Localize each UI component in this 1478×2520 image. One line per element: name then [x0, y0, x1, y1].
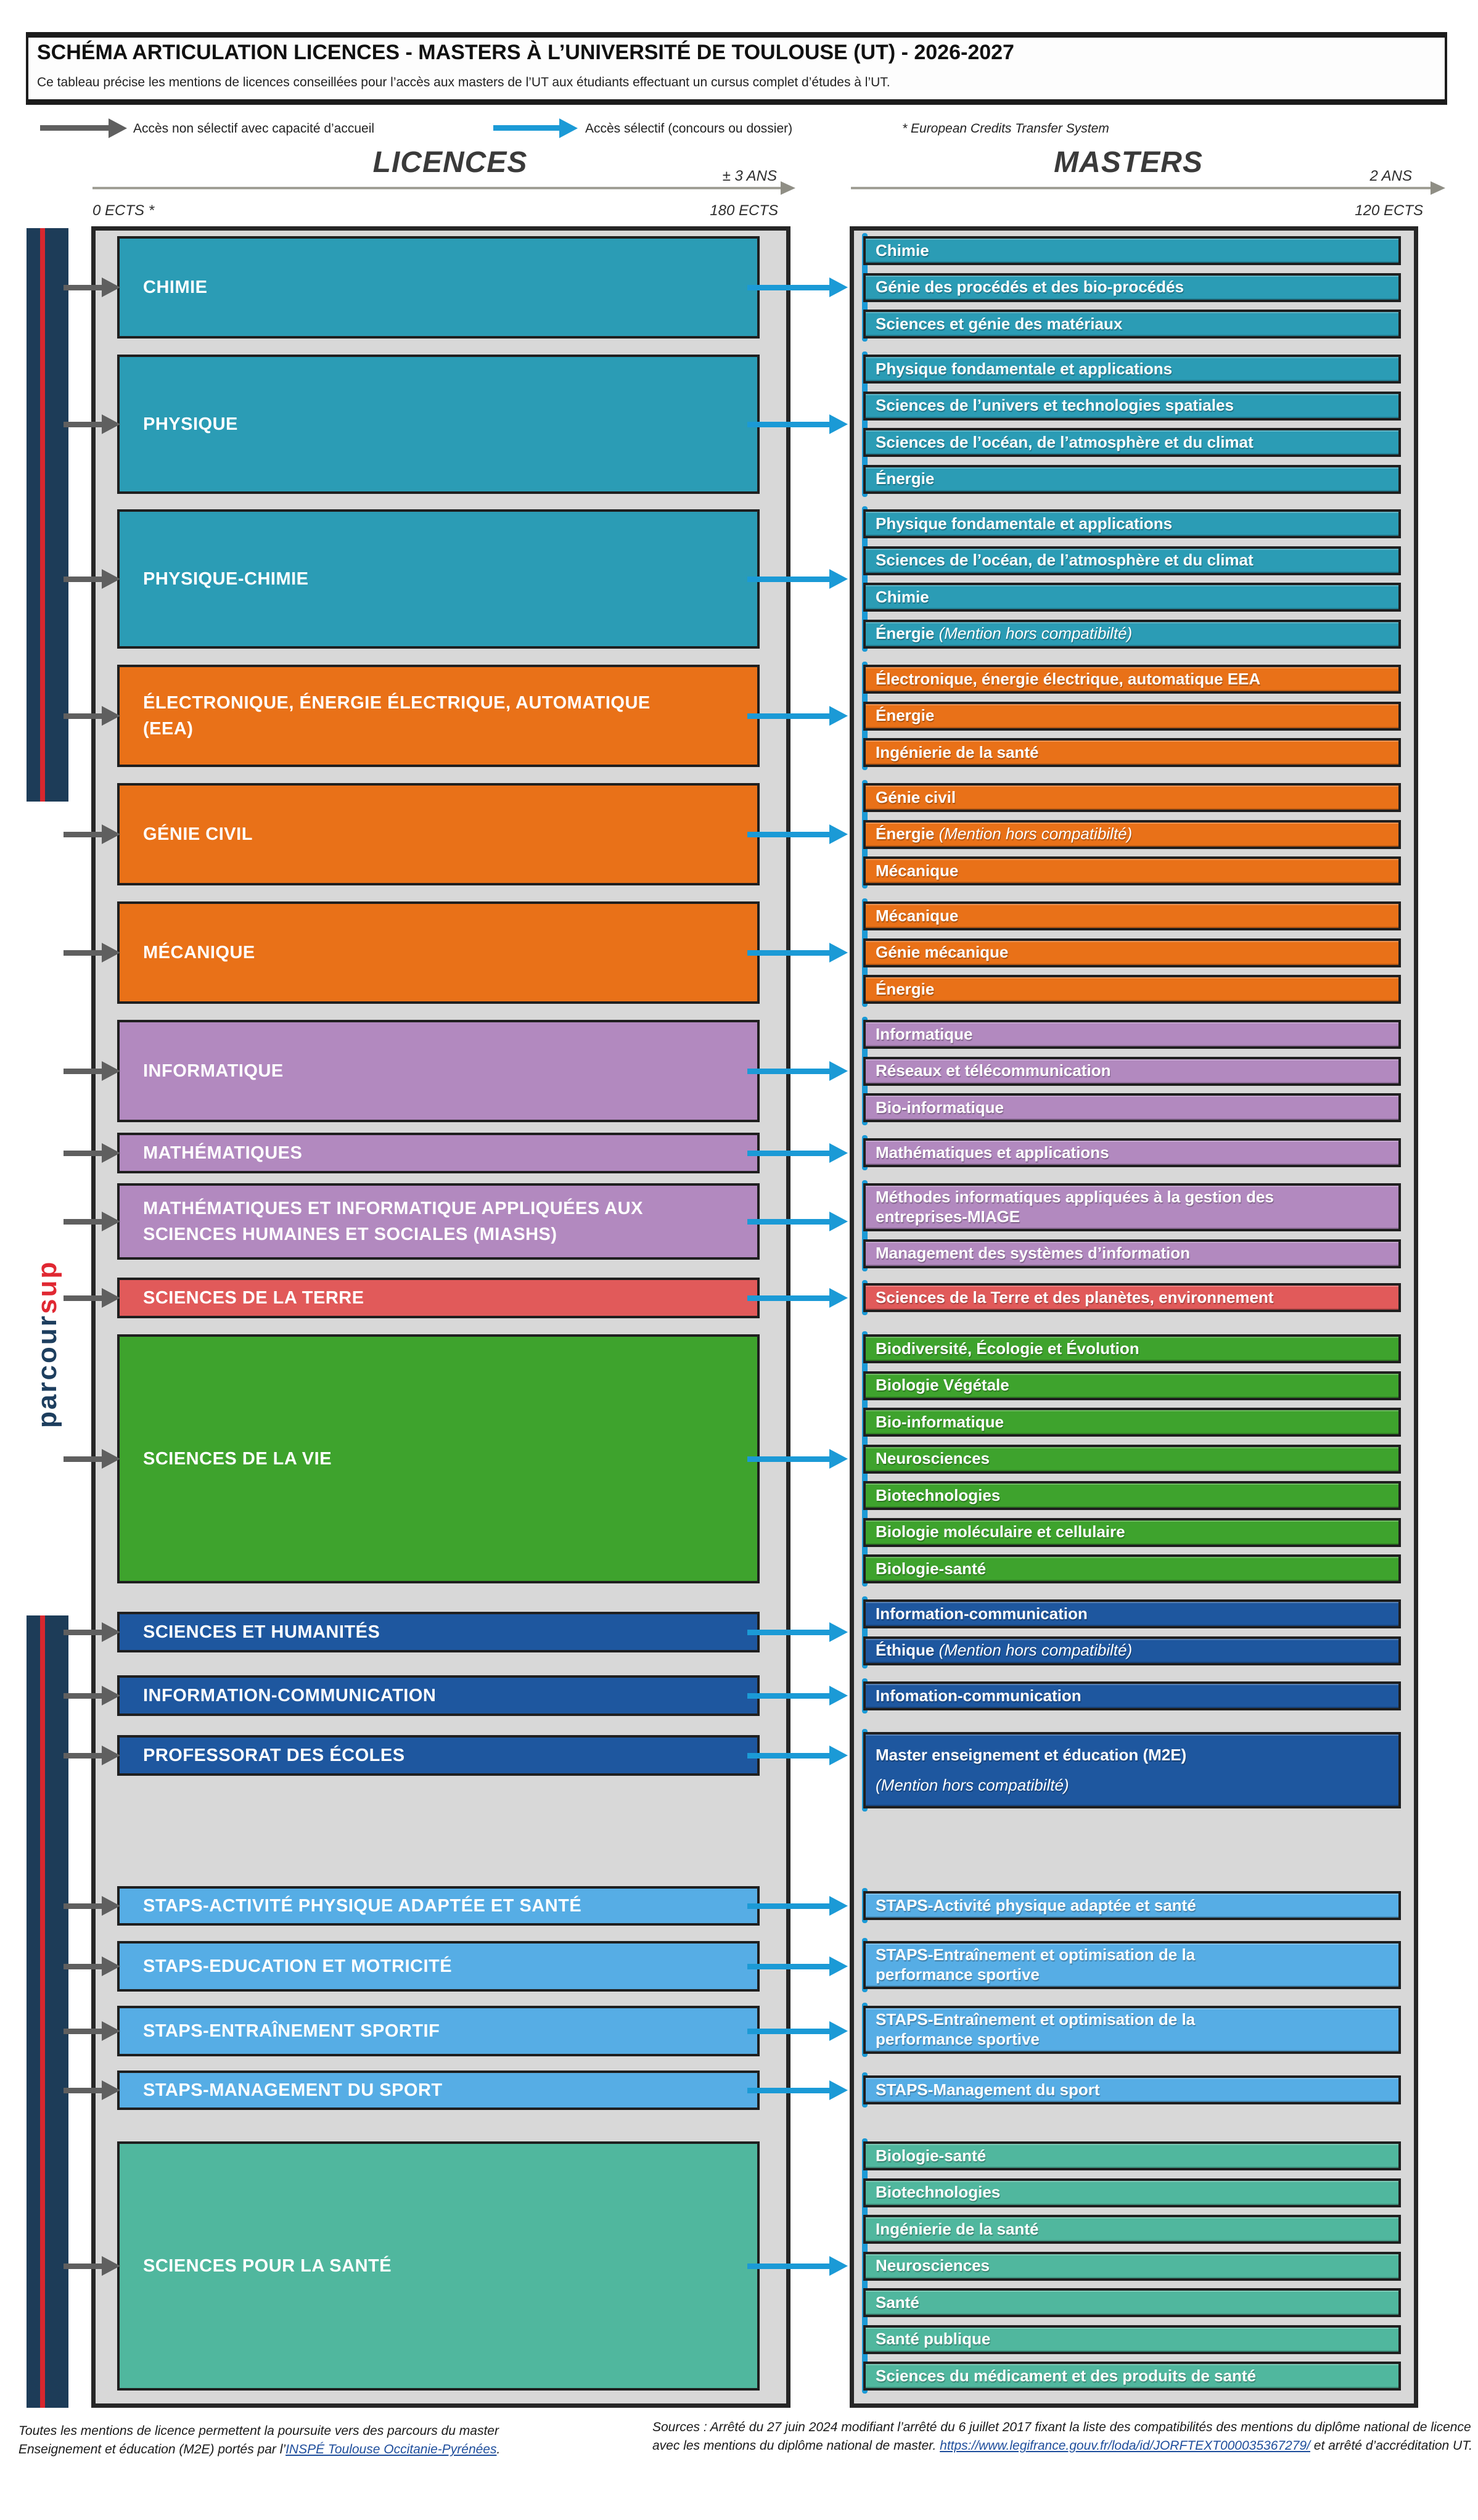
licence-label: SCIENCES DE LA VIE	[143, 1448, 332, 1469]
master-label: Biologie-santé	[876, 1559, 987, 1578]
parcoursup-suffix: sup	[32, 1260, 62, 1315]
non-selective-arrowhead-physique-chimie-icon	[102, 569, 120, 589]
non-selective-arrowhead-eea-icon	[102, 706, 120, 726]
master-label: Bio-informatique	[876, 1412, 1004, 1431]
master-box-sciences-sante-3	[863, 2252, 1401, 2281]
master-label: Ingénierie de la santé	[876, 742, 1039, 761]
legend-non-selective-label: Accès non sélectif avec capacité d’accueil	[133, 121, 375, 136]
master-label: Énergie (Mention hors compatibilté)	[876, 624, 1133, 643]
selective-arrow-physique-chimie	[747, 577, 829, 582]
non-selective-arrow-genie-civil	[64, 832, 102, 837]
selective-arrowhead-sciences-vie-icon	[829, 1449, 848, 1469]
licence-label: GÉNIE CIVIL	[143, 824, 253, 844]
selective-arrowhead-professorat-ecoles-icon	[829, 1746, 848, 1765]
non-selective-arrowhead-professorat-ecoles-icon	[102, 1746, 120, 1765]
master-box-sciences-sante-4	[863, 2288, 1401, 2317]
parcoursup-bar-top	[27, 228, 68, 802]
master-label: Biotechnologies	[876, 2183, 1001, 2202]
non-selective-arrow-chimie	[64, 285, 102, 290]
masters-timeline	[851, 187, 1432, 189]
master-label: Énergie	[876, 706, 935, 725]
master-label: Ingénierie de la santé	[876, 2219, 1039, 2238]
selective-arrowhead-mecanique-icon	[829, 943, 848, 962]
master-label: Neurosciences	[876, 2256, 990, 2275]
master-box-physique-chimie-2	[863, 583, 1401, 612]
non-selective-arrow-sciences-sante	[64, 2263, 102, 2269]
master-box-physique-chimie-0	[863, 509, 1401, 538]
licence-label: MÉCANIQUE	[143, 942, 255, 962]
masters-ects-end: 120 ECTS	[1355, 202, 1423, 219]
non-selective-arrowhead-staps-es-icon	[102, 2021, 120, 2041]
non-selective-arrowhead-staps-em-icon	[102, 1956, 120, 1976]
licence-block-information-communication	[117, 1675, 760, 1716]
master-box-staps-aps-0	[863, 1891, 1401, 1920]
master-box-staps-es-0	[863, 2006, 1401, 2054]
master-box-genie-civil-2	[863, 856, 1401, 885]
licence-label: INFORMATION-COMMUNICATION	[143, 1685, 437, 1705]
selective-arrow-eea	[747, 713, 829, 719]
non-selective-arrowhead-mecanique-icon	[102, 943, 120, 962]
master-label: Chimie	[876, 240, 929, 260]
non-selective-arrow-staps-aps	[64, 1903, 102, 1909]
master-label: Bio-informatique	[876, 1098, 1004, 1117]
non-selective-arrowhead-sciences-vie-icon	[102, 1449, 120, 1469]
master-label: Physique fondamentale et applications	[876, 359, 1173, 378]
selective-arrow-physique	[747, 422, 829, 427]
master-label: Sciences de l’océan, de l’atmosphère et du climat	[876, 432, 1254, 451]
selective-arrow-icon	[493, 125, 559, 131]
licence-label: MATHÉMATIQUES	[143, 1143, 303, 1163]
licence-block-physique	[117, 355, 760, 494]
licences-column-title: LICENCES	[372, 146, 528, 179]
master-label: Mécanique	[876, 906, 959, 925]
selective-arrowhead-staps-ms-icon	[829, 2080, 848, 2100]
master-label-line: performance sportive	[876, 1965, 1040, 1984]
non-selective-arrow-miashs	[64, 1219, 102, 1225]
licence-label: STAPS-MANAGEMENT DU SPORT	[143, 2080, 443, 2100]
footer-left-period: .	[496, 2442, 501, 2457]
selective-arrow-mecanique	[747, 950, 829, 956]
licence-block-physique-chimie	[117, 509, 760, 649]
masters-timeline-arrowhead-icon	[1431, 181, 1445, 195]
master-label: Biotechnologies	[876, 1485, 1001, 1504]
master-label-line: Méthodes informatiques appliquées à la gestion des	[876, 1188, 1274, 1207]
master-label: Neurosciences	[876, 1449, 990, 1468]
non-selective-arrowhead-staps-aps-icon	[102, 1896, 120, 1916]
master-label: Sciences et génie des matériaux	[876, 314, 1123, 333]
selective-arrowhead-information-communication-icon	[829, 1686, 848, 1705]
selective-arrowhead-icon	[559, 118, 578, 138]
licence-label: PHYSIQUE	[143, 414, 238, 434]
master-box-informatique-2	[863, 1093, 1401, 1122]
master-box-sciences-vie-3	[863, 1445, 1401, 1474]
parcoursup-prefix: parcour	[32, 1314, 62, 1429]
master-box-sciences-sante-2	[863, 2215, 1401, 2244]
master-label: Mécanique	[876, 861, 959, 880]
selective-arrow-sciences-terre	[747, 1295, 829, 1301]
master-box-sciences-humanites-1	[863, 1636, 1401, 1665]
selective-arrow-staps-aps	[747, 1903, 829, 1909]
master-label: Sciences du médicament et des produits de santé	[876, 2366, 1256, 2385]
non-selective-arrow-sciences-terre	[64, 1295, 102, 1301]
master-box-sciences-vie-6	[863, 1554, 1401, 1583]
selective-arrowhead-eea-icon	[829, 706, 848, 726]
master-label: Information-communication	[876, 1604, 1088, 1623]
master-box-physique-0	[863, 355, 1401, 384]
licence-label: STAPS-ACTIVITÉ PHYSIQUE ADAPTÉE ET SANTÉ	[143, 1895, 582, 1916]
master-box-genie-civil-0	[863, 783, 1401, 812]
non-selective-arrow-icon	[40, 125, 109, 131]
master-label: Sciences de la Terre et des planètes, environnement	[876, 1287, 1274, 1307]
non-selective-arrowhead-chimie-icon	[102, 277, 120, 297]
ects-footnote: * European Credits Transfer System	[902, 121, 1109, 136]
licence-block-professorat-ecoles	[117, 1735, 760, 1776]
master-label: Génie mécanique	[876, 943, 1009, 962]
selective-arrowhead-informatique-icon	[829, 1061, 848, 1081]
licence-label: MATHÉMATIQUES ET INFORMATIQUE APPLIQUÉES AUX	[143, 1198, 643, 1218]
master-box-eea-0	[863, 665, 1401, 694]
inspe-link[interactable]: INSPÉ Toulouse Occitanie-Pyrénées	[285, 2442, 497, 2457]
footer-right-text: Sources : Arrêté du 27 juin 2024 modifiant l’arrêté du 6 juillet 2017 fixant la liste des compatibilités des mentions du diplôme national de licence avec les mentions du diplôme national de master.	[652, 2420, 1471, 2453]
master-box-information-communication-0	[863, 1681, 1401, 1710]
non-selective-arrow-mecanique	[64, 950, 102, 956]
selective-arrowhead-chimie-icon	[829, 277, 848, 297]
master-box-physique-3	[863, 465, 1401, 494]
licence-block-staps-ms	[117, 2071, 760, 2110]
master-label: Mathématiques et applications	[876, 1143, 1109, 1162]
master-box-miashs-1	[863, 1239, 1401, 1268]
page-title: SCHÉMA ARTICULATION LICENCES - MASTERS À L’UNIVERSITÉ DE TOULOUSE (UT) - 2026-2027	[37, 41, 1014, 64]
master-label-line: performance sportive	[876, 2030, 1040, 2048]
master-box-eea-2	[863, 738, 1401, 767]
footer-left	[18, 2422, 567, 2460]
master-box-physique-chimie-3	[863, 620, 1401, 649]
master-label: Biologie Végétale	[876, 1376, 1009, 1395]
master-box-sciences-vie-5	[863, 1518, 1401, 1547]
licence-block-sciences-humanites	[117, 1612, 760, 1652]
selective-arrow-staps-es	[747, 2029, 829, 2034]
non-selective-arrow-informatique	[64, 1069, 102, 1074]
licence-block-sciences-terre	[117, 1278, 760, 1318]
non-selective-arrowhead-informatique-icon	[102, 1061, 120, 1081]
master-label: Informatique	[876, 1024, 973, 1043]
licence-label: SCIENCES POUR LA SANTÉ	[143, 2255, 392, 2276]
licence-label: PROFESSORAT DES ÉCOLES	[143, 1745, 405, 1765]
non-selective-arrow-eea	[64, 713, 102, 719]
master-note: (Mention hors compatibilté)	[934, 624, 1133, 643]
master-box-mecanique-0	[863, 901, 1401, 930]
licences-timeline-arrowhead-icon	[781, 181, 795, 195]
licence-block-mathematiques	[117, 1133, 760, 1173]
master-label: Santé	[876, 2292, 919, 2312]
parcoursup-bar-stripe-bottom	[40, 1615, 45, 2408]
master-box-sciences-humanites-0	[863, 1599, 1401, 1628]
master-box-staps-ms-0	[863, 2075, 1401, 2104]
master-box-sciences-sante-6	[863, 2362, 1401, 2391]
licences-duration-label: ± 3 ANS	[722, 168, 777, 184]
master-label: Réseaux et télécommunication	[876, 1061, 1111, 1080]
non-selective-arrowhead-icon	[109, 118, 127, 138]
licence-block-staps-aps	[117, 1886, 760, 1926]
master-label: Biologie-santé	[876, 2146, 987, 2165]
selective-arrow-professorat-ecoles	[747, 1753, 829, 1759]
licence-label: STAPS-ENTRAÎNEMENT SPORTIF	[143, 2021, 440, 2041]
licence-block-miashs	[117, 1183, 760, 1260]
masters-column-title: MASTERS	[1054, 146, 1203, 179]
licence-label: (EEA)	[143, 719, 194, 739]
non-selective-arrowhead-miashs-icon	[102, 1212, 120, 1231]
legend-selective-label: Accès sélectif (concours ou dossier)	[585, 121, 793, 136]
licence-block-staps-em	[117, 1941, 760, 1992]
selective-arrow-miashs	[747, 1219, 829, 1225]
master-label: Santé publique	[876, 2329, 991, 2349]
non-selective-arrowhead-information-communication-icon	[102, 1686, 120, 1705]
master-box-physique-1	[863, 392, 1401, 421]
master-label: Énergie	[876, 469, 935, 488]
selective-arrowhead-staps-em-icon	[829, 1956, 848, 1976]
master-box-sciences-terre-0	[863, 1283, 1401, 1312]
licence-label: PHYSIQUE-CHIMIE	[143, 568, 309, 589]
selective-arrow-sciences-vie	[747, 1456, 829, 1462]
licence-label: STAPS-EDUCATION ET MOTRICITÉ	[143, 1956, 453, 1976]
master-box-mecanique-1	[863, 938, 1401, 967]
licences-ects-end: 180 ECTS	[710, 202, 778, 219]
non-selective-arrow-physique-chimie	[64, 577, 102, 582]
selective-arrow-staps-em	[747, 1964, 829, 1969]
master-label: STAPS-Management du sport	[876, 2080, 1100, 2099]
master-box-genie-civil-1	[863, 820, 1401, 849]
master-label: Infomation-communication	[876, 1686, 1082, 1705]
selective-arrow-genie-civil	[747, 832, 829, 837]
master-label: Physique fondamentale et applications	[876, 514, 1173, 533]
non-selective-arrowhead-staps-ms-icon	[102, 2080, 120, 2100]
licence-label: INFORMATIQUE	[143, 1061, 284, 1081]
footer-right-tail: et arrêté d’accréditation UT.	[1310, 2439, 1472, 2453]
parcoursup-bar-bottom	[27, 1615, 68, 2408]
master-label: Énergie (Mention hors compatibilté)	[876, 824, 1133, 843]
master-label: Sciences de l’océan, de l’atmosphère et du climat	[876, 551, 1254, 570]
non-selective-arrow-sciences-vie	[64, 1456, 102, 1462]
master-box-mathematiques-0	[863, 1138, 1401, 1167]
master-box-sciences-sante-5	[863, 2325, 1401, 2354]
licence-block-mecanique	[117, 901, 760, 1004]
licence-block-sciences-sante	[117, 2141, 760, 2391]
page-subtitle: Ce tableau précise les mentions de licences conseillées pour l’accès aux masters de l’UT aux étudiants effectuant un cursus complet d’études à l’UT.	[37, 75, 890, 89]
non-selective-arrow-staps-ms	[64, 2088, 102, 2093]
non-selective-arrow-physique	[64, 422, 102, 427]
non-selective-arrow-staps-em	[64, 1964, 102, 1969]
master-box-staps-em-0	[863, 1941, 1401, 1989]
master-box-chimie-2	[863, 310, 1401, 339]
selective-arrowhead-staps-es-icon	[829, 2021, 848, 2041]
non-selective-arrowhead-sciences-terre-icon	[102, 1288, 120, 1308]
master-box-informatique-0	[863, 1020, 1401, 1049]
master-box-physique-chimie-1	[863, 546, 1401, 575]
legifrance-link[interactable]: https://www.legifrance.gouv.fr/loda/id/JORFTEXT000035367279/	[940, 2439, 1310, 2453]
footer-left-text: Toutes les mentions de licence permettent la poursuite vers des parcours du master Enseignement et éducation (M2E) portés par l’	[18, 2424, 499, 2457]
licence-block-eea	[117, 665, 760, 767]
licence-label: ÉLECTRONIQUE, ÉNERGIE ÉLECTRIQUE, AUTOMATIQUE	[143, 692, 651, 713]
master-note: (Mention hors compatibilté)	[934, 824, 1133, 843]
selective-arrowhead-staps-aps-icon	[829, 1896, 848, 1916]
non-selective-arrowhead-sciences-humanites-icon	[102, 1622, 120, 1642]
master-note: (Mention hors compatibilté)	[934, 1641, 1133, 1660]
selective-arrowhead-genie-civil-icon	[829, 824, 848, 844]
licence-block-genie-civil	[117, 783, 760, 885]
selective-arrow-informatique	[747, 1069, 829, 1074]
licences-timeline	[92, 187, 782, 189]
parcoursup-wordmark	[27, 1172, 68, 1517]
selective-arrowhead-miashs-icon	[829, 1212, 848, 1231]
master-box-sciences-sante-0	[863, 2141, 1401, 2170]
master-note-line: (Mention hors compatibilté)	[876, 1776, 1069, 1794]
selective-arrowhead-physique-chimie-icon	[829, 569, 848, 589]
master-box-sciences-vie-2	[863, 1408, 1401, 1437]
parcoursup-bar-stripe-top	[40, 228, 45, 802]
master-label-line: STAPS-Entraînement et optimisation de la	[876, 1945, 1196, 1964]
selective-arrowhead-physique-icon	[829, 414, 848, 434]
master-box-eea-1	[863, 702, 1401, 731]
master-label: Chimie	[876, 587, 929, 606]
master-label: Sciences de l’univers et technologies spatiales	[876, 396, 1234, 415]
selective-arrow-chimie	[747, 285, 829, 290]
licence-block-sciences-vie	[117, 1334, 760, 1583]
selective-arrowhead-sciences-humanites-icon	[829, 1622, 848, 1642]
master-label: STAPS-Activité physique adaptée et santé	[876, 1895, 1196, 1915]
licence-label: SCIENCES HUMAINES ET SOCIALES (MIASHS)	[143, 1225, 557, 1244]
selective-arrow-information-communication	[747, 1693, 829, 1699]
selective-arrowhead-sciences-terre-icon	[829, 1288, 848, 1308]
licence-label: CHIMIE	[143, 277, 208, 297]
master-label: Génie des procédés et des bio-procédés	[876, 277, 1184, 297]
licence-label: SCIENCES ET HUMANITÉS	[143, 1622, 380, 1642]
master-box-sciences-sante-1	[863, 2178, 1401, 2207]
master-box-sciences-vie-0	[863, 1334, 1401, 1363]
selective-arrowhead-mathematiques-icon	[829, 1143, 848, 1163]
licence-block-staps-es	[117, 2006, 760, 2056]
master-label: Master enseignement et éducation (M2E)	[876, 1745, 1187, 1764]
master-label: Électronique, énergie électrique, automatique EEA	[876, 669, 1261, 688]
master-label: Management des systèmes d’information	[876, 1244, 1191, 1263]
master-box-sciences-vie-1	[863, 1371, 1401, 1400]
master-label: Énergie	[876, 979, 935, 998]
non-selective-arrowhead-mathematiques-icon	[102, 1143, 120, 1163]
non-selective-arrow-information-communication	[64, 1693, 102, 1699]
master-box-mecanique-2	[863, 975, 1401, 1004]
master-box-informatique-1	[863, 1057, 1401, 1086]
selective-arrow-staps-ms	[747, 2088, 829, 2093]
non-selective-arrowhead-physique-icon	[102, 414, 120, 434]
master-label: Génie civil	[876, 787, 956, 806]
footer-right	[652, 2418, 1472, 2456]
non-selective-arrowhead-sciences-sante-icon	[102, 2256, 120, 2276]
masters-duration-label: 2 ANS	[1369, 168, 1412, 184]
non-selective-arrow-staps-es	[64, 2029, 102, 2034]
master-label: Biologie moléculaire et cellulaire	[876, 1522, 1125, 1541]
master-box-sciences-vie-4	[863, 1481, 1401, 1510]
selective-arrow-mathematiques	[747, 1151, 829, 1156]
licences-ects-start: 0 ECTS *	[92, 202, 155, 219]
master-label-line: STAPS-Entraînement et optimisation de la	[876, 2010, 1196, 2029]
selective-arrowhead-sciences-sante-icon	[829, 2256, 848, 2276]
master-box-physique-2	[863, 428, 1401, 457]
licence-block-informatique	[117, 1020, 760, 1122]
licence-block-chimie	[117, 236, 760, 339]
licence-label: SCIENCES DE LA TERRE	[143, 1287, 364, 1308]
selective-arrow-sciences-sante	[747, 2263, 829, 2269]
master-box-professorat-ecoles-0	[863, 1732, 1401, 1808]
non-selective-arrow-sciences-humanites	[64, 1630, 102, 1635]
non-selective-arrow-mathematiques	[64, 1151, 102, 1156]
selective-arrow-sciences-humanites	[747, 1630, 829, 1635]
non-selective-arrow-professorat-ecoles	[64, 1753, 102, 1759]
master-box-miashs-0	[863, 1183, 1401, 1231]
master-box-chimie-1	[863, 273, 1401, 302]
master-label: Éthique (Mention hors compatibilté)	[876, 1641, 1133, 1660]
master-label: Biodiversité, Écologie et Évolution	[876, 1339, 1139, 1358]
master-label-line: entreprises-MIAGE	[876, 1207, 1020, 1226]
non-selective-arrowhead-genie-civil-icon	[102, 824, 120, 844]
master-box-chimie-0	[863, 236, 1401, 265]
